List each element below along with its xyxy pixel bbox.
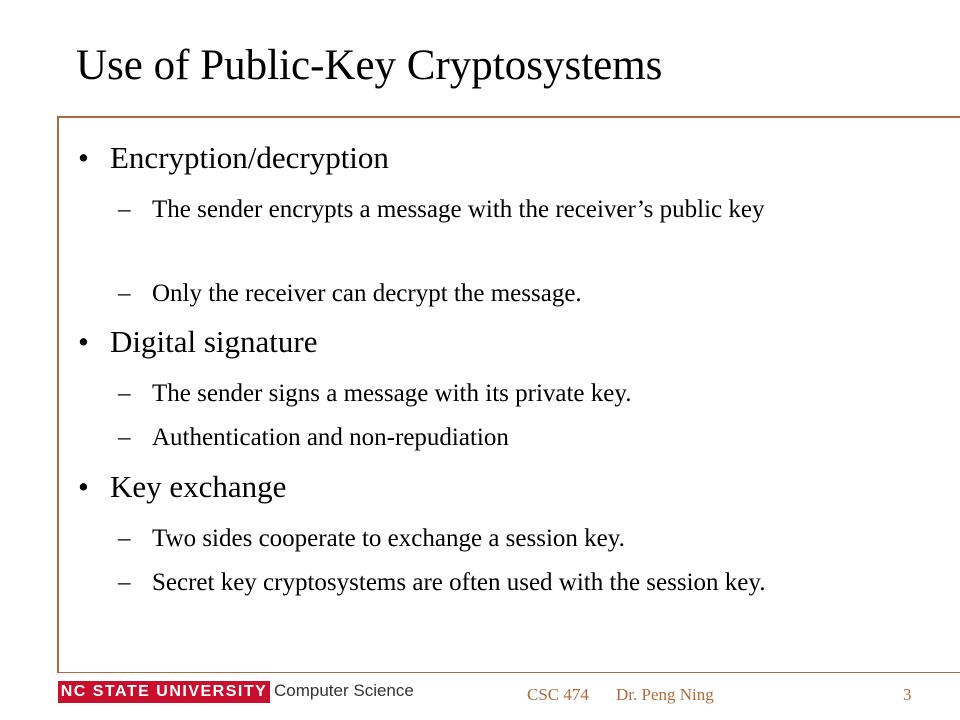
course-label: CSC 474: [527, 685, 589, 704]
sub-item-text: Two sides cooperate to exchange a session key.: [152, 525, 625, 552]
sub-item-text: The sender signs a message with its private key.: [152, 380, 632, 407]
sub-item: [118, 565, 898, 601]
bullet-digital-signature: [78, 322, 317, 362]
bullet-heading: Encryption/decryption: [110, 140, 389, 175]
bullet-encryption: [78, 138, 389, 178]
sub-item: [118, 521, 898, 557]
dash-glyph: –: [118, 569, 131, 596]
slide-title: Use of Public-Key Cryptosystems: [76, 42, 663, 89]
sub-item-text: Authentication and non-repudiation: [152, 424, 509, 451]
sub-item-text: Only the receiver can decrypt the message.: [152, 280, 582, 307]
bullet-key-exchange: [78, 467, 286, 507]
sub-item: [118, 420, 898, 456]
bullet-glyph: •: [78, 324, 89, 359]
dash-glyph: –: [118, 424, 131, 451]
sub-item: [118, 376, 898, 412]
dash-glyph: –: [118, 196, 131, 223]
department-label: Computer Science: [274, 681, 414, 700]
dash-glyph: –: [118, 525, 131, 552]
ncsu-logo: NC STATE UNIVERSITY: [58, 681, 270, 703]
author-label: Dr. Peng Ning: [616, 685, 714, 704]
sub-item-text: Secret key cryptosystems are often used with the session key.: [152, 569, 766, 596]
bullet-heading: Key exchange: [110, 469, 287, 504]
dash-glyph: –: [118, 380, 131, 407]
bullet-glyph: •: [78, 140, 89, 175]
sub-item: [118, 276, 898, 312]
page-number: 3: [903, 685, 912, 704]
sub-item: [118, 192, 898, 228]
sub-item-text: The sender encrypts a message with the receiver’s public key: [152, 196, 765, 223]
bullet-heading: Digital signature: [110, 324, 318, 359]
dash-glyph: –: [118, 280, 131, 307]
bullet-glyph: •: [78, 469, 89, 504]
